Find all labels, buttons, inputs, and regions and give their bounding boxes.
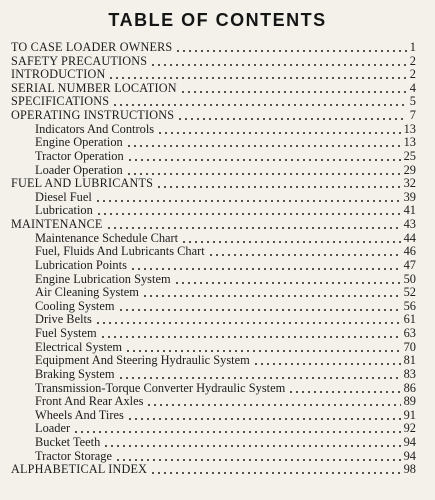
dot-leader [146, 395, 400, 407]
toc-entry-label: Braking System [35, 366, 115, 381]
dot-leader [150, 55, 407, 67]
toc-entry [0, 449, 416, 463]
toc-entry-label: Loader [35, 421, 71, 436]
toc-entry-label: SERIAL NUMBER LOCATION [11, 80, 177, 95]
dot-leader [125, 341, 401, 353]
toc-entry-page-number: 89 [403, 394, 416, 409]
toc-entry-label: ALPHABETICAL INDEX [11, 462, 148, 477]
toc-entry [0, 190, 416, 204]
dot-leader [126, 136, 401, 148]
toc-entry-label: Tractor Storage [35, 448, 112, 463]
toc-entry-label: Air Cleaning System [35, 285, 139, 300]
toc-entry [0, 108, 416, 122]
dot-leader [73, 422, 401, 434]
toc-entry-page-number: 32 [403, 176, 416, 191]
dot-leader [288, 382, 400, 394]
dot-leader [150, 463, 400, 475]
dot-leader [127, 409, 401, 421]
dot-leader [96, 204, 401, 216]
toc-entry [0, 258, 416, 272]
toc-entry [0, 94, 416, 108]
toc-entry-page-number: 44 [403, 230, 416, 245]
dot-leader [127, 150, 401, 162]
dot-leader [95, 191, 401, 203]
toc-entry [0, 149, 416, 163]
toc-entry-label: Fuel, Fluids And Lubricants Chart [35, 244, 205, 259]
toc-entry-page-number: 43 [403, 217, 416, 232]
dot-leader [208, 245, 401, 257]
dot-leader [157, 123, 401, 135]
toc-entry-label: Electrical System [35, 339, 123, 354]
toc-entry [0, 203, 416, 217]
toc-entry-label: Loader Operation [35, 162, 123, 177]
toc-entry-page-number: 98 [403, 462, 416, 477]
toc-entry [0, 231, 416, 245]
toc-entry-label: Indicators And Controls [35, 121, 155, 136]
toc-entry-page-number: 50 [403, 271, 416, 286]
dot-leader [112, 95, 407, 107]
dot-leader [180, 82, 407, 94]
toc-entry-label: TO CASE LOADER OWNERS [11, 40, 173, 54]
dot-leader [106, 218, 401, 230]
toc-entry-label: Maintenance Schedule Chart [35, 230, 179, 245]
toc-entry [0, 217, 416, 231]
toc-entry-page-number: 92 [403, 421, 416, 436]
toc-entry-page-number: 94 [403, 434, 416, 449]
toc-entry-label: FUEL AND LUBRICANTS [11, 176, 154, 191]
toc-entry-label: Drive Belts [35, 312, 92, 327]
toc-entry-page-number: 5 [409, 94, 416, 109]
toc-entry [0, 67, 416, 81]
toc-entry-page-number: 86 [403, 380, 416, 395]
toc-entry-page-number: 91 [403, 407, 416, 422]
dot-leader [156, 177, 400, 189]
toc-entry-page-number: 41 [403, 203, 416, 218]
toc-entry-label: Wheels And Tires [35, 407, 124, 422]
dot-leader [115, 450, 401, 462]
dot-leader [100, 327, 401, 339]
toc-entry [0, 81, 416, 95]
dot-leader [130, 259, 401, 271]
toc-entry-page-number: 13 [403, 135, 416, 150]
toc-entry [0, 394, 416, 408]
toc-entry [0, 135, 416, 149]
toc-entry-page-number: 46 [403, 244, 416, 259]
dot-leader [177, 109, 407, 121]
toc-entry-page-number: 63 [403, 326, 416, 341]
toc-entry-page-number: 29 [403, 162, 416, 177]
toc-entry [0, 122, 416, 136]
toc-entry [0, 326, 416, 340]
toc-entry-label: Lubrication Points [35, 257, 127, 272]
toc-entry-page-number: 81 [403, 353, 416, 368]
toc-entry-label: Bucket Teeth [35, 434, 101, 449]
toc-entry-label: SPECIFICATIONS [11, 94, 110, 109]
toc-entry [0, 421, 416, 435]
toc-entry-page-number: 70 [403, 339, 416, 354]
page-title: TABLE OF CONTENTS [108, 10, 327, 30]
toc-entry-label: INTRODUCTION [11, 67, 106, 82]
toc-entry [0, 435, 416, 449]
toc-entry-page-number: 2 [409, 67, 416, 82]
dot-leader [118, 368, 401, 380]
toc-entry [0, 40, 416, 54]
toc-entry-label: Equipment And Steering Hydraulic System [35, 353, 250, 368]
toc-entry-label: Engine Operation [35, 135, 123, 150]
toc-entry-label: Diesel Fuel [35, 189, 92, 204]
toc-entry-label: SAFETY PRECAUTIONS [11, 53, 148, 68]
toc-entry [0, 163, 416, 177]
toc-entry-page-number: 47 [403, 257, 416, 272]
dot-leader [174, 273, 401, 285]
toc-entry [0, 462, 416, 476]
dot-leader [181, 232, 400, 244]
toc-entry [0, 285, 416, 299]
toc-entry-page-number: 39 [403, 189, 416, 204]
dot-leader [175, 41, 406, 53]
toc-entry [0, 367, 416, 381]
toc-entry [0, 176, 416, 190]
toc-entry-page-number: 1 [409, 40, 416, 54]
dot-leader [103, 436, 400, 448]
toc-entry-page-number: 4 [409, 80, 416, 95]
toc-entry [0, 272, 416, 286]
dot-leader [253, 354, 401, 366]
toc-entry-label: MAINTENANCE [11, 217, 103, 232]
toc-entry [0, 244, 416, 258]
toc-entry [0, 299, 416, 313]
toc-entry-page-number: 61 [403, 312, 416, 327]
toc-entry-page-number: 25 [403, 148, 416, 163]
toc-entry [0, 312, 416, 326]
toc-entry-label: Engine Lubrication System [35, 271, 171, 286]
toc-entry-label: Cooling System [35, 298, 115, 313]
toc-entry [0, 340, 416, 354]
toc-entry [0, 353, 416, 367]
toc-entry-page-number: 52 [403, 285, 416, 300]
toc-entry [0, 54, 416, 68]
toc-entry-page-number: 83 [403, 366, 416, 381]
toc-entry-page-number: 13 [403, 121, 416, 136]
toc-entry-label: Fuel System [35, 326, 97, 341]
toc-entry [0, 381, 416, 395]
dot-leader [118, 300, 401, 312]
toc-entry-label: Front And Rear Axles [35, 394, 144, 409]
toc-entry-page-number: 56 [403, 298, 416, 313]
toc-entry-page-number: 94 [403, 448, 416, 463]
dot-leader [95, 313, 401, 325]
toc-entry-label: OPERATING INSTRUCTIONS [11, 108, 175, 123]
toc-entry-label: Lubrication [35, 203, 93, 218]
toc-entry [0, 408, 416, 422]
dot-leader [126, 164, 401, 176]
dot-leader [142, 286, 401, 298]
toc-entry-label: Transmission-Torque Converter Hydraulic System [35, 380, 286, 395]
dot-leader [108, 68, 406, 80]
toc-entry-page-number: 2 [409, 53, 416, 68]
toc-entry-label: Tractor Operation [35, 148, 124, 163]
toc-entry-page-number: 7 [409, 108, 416, 123]
